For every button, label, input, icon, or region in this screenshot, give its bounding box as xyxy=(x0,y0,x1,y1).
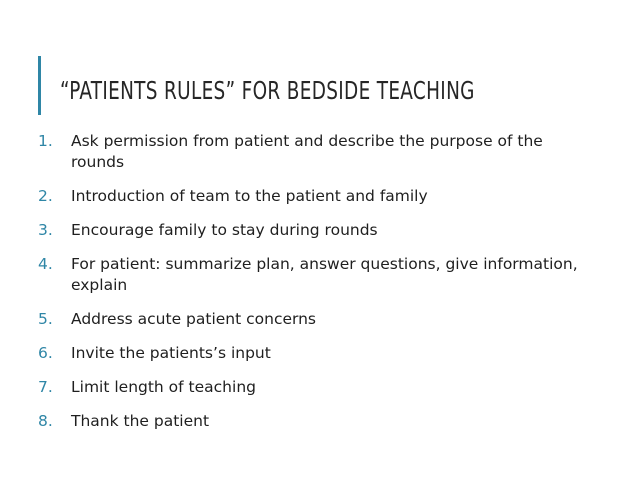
list-item xyxy=(38,186,598,207)
list-item-number: 3. xyxy=(38,221,53,239)
list-item-text: Address acute patient concerns xyxy=(71,310,317,328)
list-item-number: 4. xyxy=(38,255,53,273)
list-item-text: Limit length of teaching xyxy=(71,378,256,396)
list-item-number: 5. xyxy=(38,310,53,328)
list-item-text: Invite the patients’s input xyxy=(71,344,271,362)
list-item-number: 8. xyxy=(38,412,53,430)
list-item-number: 1. xyxy=(38,132,53,150)
list-item-number: 2. xyxy=(38,187,53,205)
slide-title: “PATIENTS RULES” FOR BEDSIDE TEACHING xyxy=(60,76,475,105)
list-item xyxy=(38,309,598,330)
rules-list xyxy=(38,131,598,445)
list-item xyxy=(38,377,598,398)
list-item xyxy=(38,411,598,432)
title-accent-bar xyxy=(38,56,41,115)
list-item-text: For patient: summarize plan, answer questions, give information, explain xyxy=(71,255,578,294)
list-item xyxy=(38,343,598,364)
list-item-number: 6. xyxy=(38,344,53,362)
list-item xyxy=(38,220,598,241)
list-item xyxy=(38,254,598,296)
list-item xyxy=(38,131,598,173)
list-item-number: 7. xyxy=(38,378,53,396)
list-item-text: Encourage family to stay during rounds xyxy=(71,221,378,239)
list-item-text: Thank the patient xyxy=(71,412,210,430)
list-item-text: Ask permission from patient and describe the purpose of the rounds xyxy=(71,132,543,171)
list-item-text: Introduction of team to the patient and family xyxy=(71,187,428,205)
